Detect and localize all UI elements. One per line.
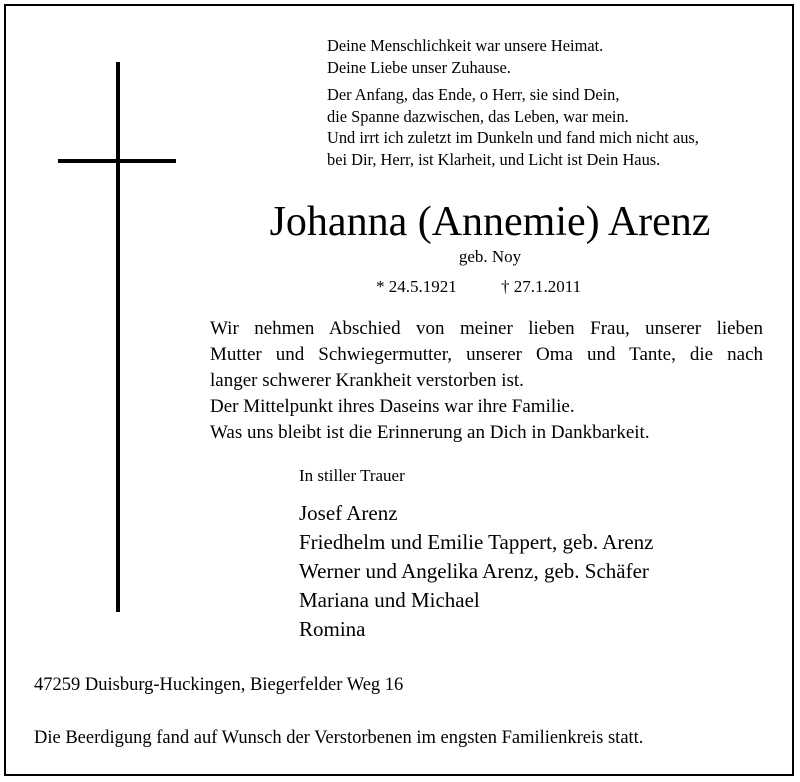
farewell-message bbox=[210, 316, 763, 446]
verse-line: die Spanne dazwischen, das Leben, war mein. bbox=[327, 106, 629, 126]
deceased-name: Johanna (Annemie) Arenz bbox=[269, 199, 711, 245]
verse-bottom bbox=[327, 84, 699, 170]
mourner-name: Werner und Angelika Arenz, geb. Schäfer bbox=[299, 559, 649, 583]
cross-vertical-bar bbox=[116, 62, 120, 612]
verse-line: Deine Menschlichkeit war unsere Heimat. bbox=[327, 36, 604, 55]
verse-line: Und irrt ich zuletzt im Dunkeln und fand mich nicht aus, bbox=[327, 128, 699, 148]
born-name: geb. Noy bbox=[458, 247, 522, 266]
message-line: langer schwerer Krankheit verstorben ist. bbox=[210, 370, 524, 391]
life-dates bbox=[376, 276, 581, 298]
mourner-name: Josef Arenz bbox=[299, 501, 398, 525]
mourning-label: In stiller Trauer bbox=[299, 466, 405, 485]
mourners-list bbox=[299, 499, 653, 644]
verse-line: Der Anfang, das Ende, o Herr, sie sind Dein, bbox=[327, 85, 620, 104]
death-date: † 27.1.2011 bbox=[501, 277, 582, 296]
message-line: Was uns bleibt ist die Erinnerung an Dich in Dankbarkeit. bbox=[210, 422, 650, 443]
verse-line: Deine Liebe unser Zuhause. bbox=[327, 57, 511, 77]
birth-date: * 24.5.1921 bbox=[376, 277, 457, 296]
verse-top bbox=[327, 35, 603, 78]
message-line: Mutter und Schwiegermutter, unserer Oma und Tante, die nach bbox=[210, 344, 763, 365]
message-line: Wir nehmen Abschied von meiner lieben Frau, unserer lieben bbox=[210, 318, 763, 339]
mourner-name: Romina bbox=[299, 617, 366, 641]
verse-line: bei Dir, Herr, ist Klarheit, und Licht ist Dein Haus. bbox=[327, 149, 661, 169]
mourner-name: Mariana und Michael bbox=[299, 588, 480, 612]
family-address: 47259 Duisburg-Huckingen, Biegerfelder Weg 16 bbox=[34, 675, 404, 695]
cross-horizontal-bar bbox=[58, 159, 176, 163]
funeral-note: Die Beerdigung fand auf Wunsch der Verstorbenen im engsten Familienkreis statt. bbox=[34, 728, 644, 748]
message-line: Der Mittelpunkt ihres Daseins war ihre Familie. bbox=[210, 396, 575, 417]
mourner-name: Friedhelm und Emilie Tappert, geb. Arenz bbox=[299, 530, 654, 554]
